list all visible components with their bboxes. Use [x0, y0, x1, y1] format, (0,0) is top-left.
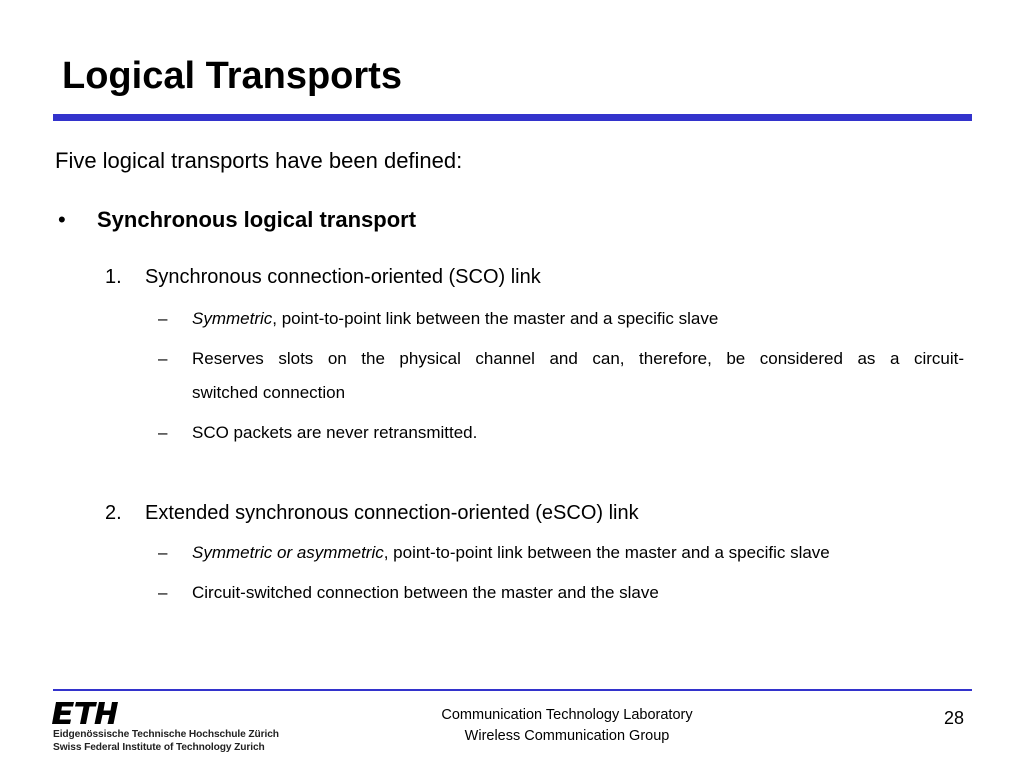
item-2-sub-1-dash: –	[158, 543, 168, 562]
item-2-sub-1	[192, 542, 830, 564]
item-2-label: Extended synchronous connection-oriented (eSCO) link	[145, 502, 639, 524]
eth-logo	[52, 701, 118, 725]
item-2-number: 2.	[105, 502, 122, 524]
item-1-sub-1-dash: –	[158, 309, 168, 328]
footer-group-name: Wireless Communication Group	[464, 728, 670, 744]
item-1-sub-3-dash: –	[158, 423, 168, 442]
item-1-sub-1-text: , point-to-point link between the master and a specific slave	[272, 309, 719, 328]
slide-title: Logical Transports	[62, 55, 402, 97]
institution-name-german: Eidgenössische Technische Hochschule Zürich	[53, 729, 279, 740]
institution-name-english: Swiss Federal Institute of Technology Zurich	[53, 742, 265, 753]
bullet-synchronous-transport: Synchronous logical transport	[97, 207, 417, 232]
item-1-number: 1.	[105, 266, 122, 288]
item-1-sub-1	[192, 308, 718, 330]
intro-text: Five logical transports have been defined:	[55, 148, 463, 173]
item-1-sub-2-line-2: switched connection	[192, 383, 346, 402]
footer-lab-name: Communication Technology Laboratory	[441, 707, 693, 723]
item-1-sub-1-emphasis: Symmetric	[192, 309, 273, 328]
bullet-marker: •	[58, 207, 66, 232]
footer-divider	[53, 689, 972, 691]
title-divider	[53, 114, 972, 121]
item-2-sub-1-text: , point-to-point link between the master and a specific slave	[383, 543, 830, 562]
item-2-sub-2: Circuit-switched connection between the master and the slave	[192, 583, 659, 602]
footer-lab-info	[392, 705, 742, 747]
item-1-sub-2	[192, 342, 964, 410]
item-2-sub-1-emphasis: Symmetric or asymmetric	[192, 543, 384, 562]
item-1-sub-2-line-1: Reserves slots on the physical channel and can, therefore, be considered as a circuit-	[192, 349, 964, 368]
item-1-label: Synchronous connection-oriented (SCO) link	[145, 266, 541, 288]
item-1-sub-3: SCO packets are never retransmitted.	[192, 423, 478, 442]
item-1-sub-2-dash: –	[158, 349, 168, 368]
page-number: 28	[943, 708, 964, 728]
item-2-sub-2-dash: –	[158, 583, 168, 602]
